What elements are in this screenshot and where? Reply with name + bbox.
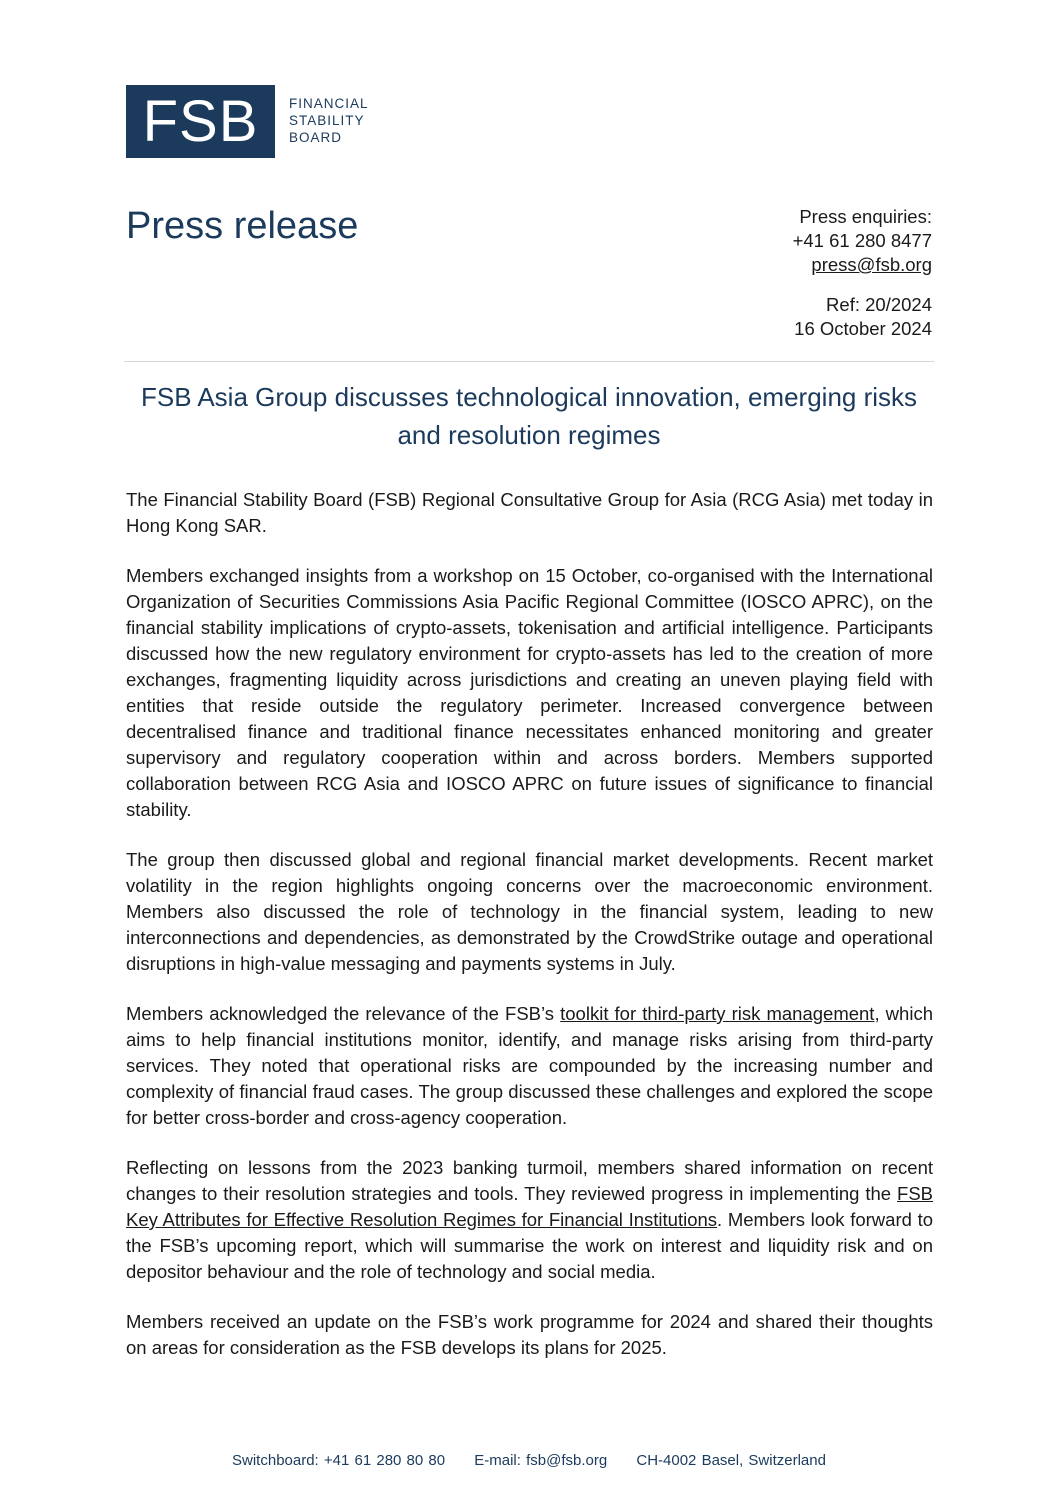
headline: FSB Asia Group discusses technological innovation, emerging risks and resolution regimes <box>140 382 918 450</box>
fsb-logo <box>126 85 369 158</box>
paragraph-4-text-end: , which aims to help financial institutions monitor, identify, and manage risks arising from third-party services. They noted that operational risks are compounded by the increasing number and complexity of financial fraud cases. The group discussed these challenges and explored the scope for better cross-border and cross-agency cooperation. <box>126 1003 933 1128</box>
page-title: Press release <box>126 205 359 247</box>
paragraph-5-text-start: Reflecting on lessons from the 2023 banking turmoil, members shared information on recent changes to their resolution strategies and tools. They reviewed progress in implementing the <box>126 1157 933 1204</box>
paragraph-5 <box>126 1155 933 1285</box>
contact-label: Press enquiries: <box>799 206 932 227</box>
press-contact <box>793 205 932 277</box>
logo-mark: FSB <box>126 85 275 158</box>
toolkit-third-party-risk-link[interactable]: toolkit for third-party risk management <box>560 1003 875 1024</box>
paragraph-2: Members exchanged insights from a workshop on 15 October, co-organised with the International Organization of Securities Commissions Asia Pacific Regional Committee (IOSCO APRC), on the financial stability implications of crypto-assets, tokenisation and artificial intelligence. Participants discussed how the new regulatory environment for crypto-assets has led to the creation of more exchanges, fragmenting liquidity across jurisdictions and creating an uneven playing field with entities that reside outside the regulatory perimeter. Increased convergence between decentralised finance and traditional finance necessitates enhanced monitoring and greater supervisory and regulatory cooperation within and across borders. Members supported collaboration between RCG Asia and IOSCO APRC on future issues of significance to financial stability. <box>126 565 933 820</box>
divider <box>124 361 934 362</box>
key-attributes-link[interactable]: FSB Key Attributes for Effective Resolution Regimes for Financial Institutions <box>126 1183 933 1230</box>
footer-email: E-mail: fsb@fsb.org <box>474 1452 608 1469</box>
contact-email-link[interactable]: press@fsb.org <box>811 254 932 275</box>
reference-block <box>794 293 932 341</box>
paragraph-4 <box>126 1001 933 1131</box>
footer-address: CH-4002 Basel, Switzerland <box>636 1452 826 1469</box>
logo-line-1: FINANCIAL <box>289 96 369 111</box>
reference-number: Ref: 20/2024 <box>826 294 932 315</box>
logo-line-3: BOARD <box>289 130 343 145</box>
page-footer <box>0 1452 1058 1469</box>
contact-phone: +41 61 280 8477 <box>792 230 932 251</box>
footer-switchboard: Switchboard: +41 61 280 80 80 <box>232 1452 446 1469</box>
paragraph-3: The group then discussed global and regional financial market developments. Recent market volatility in the region highlights ongoing concerns over the macroeconomic environment. Members also discussed the role of technology in the financial system, leading to new interconnections and dependencies, as demonstrated by the CrowdStrike outage and operational disruptions in high-value messaging and payments systems in July. <box>126 849 933 974</box>
paragraph-1: The Financial Stability Board (FSB) Regional Consultative Group for Asia (RCG Asia) met today in Hong Kong SAR. <box>126 489 933 536</box>
release-date: 16 October 2024 <box>794 318 932 339</box>
logo-line-2: STABILITY <box>289 113 365 128</box>
article-body <box>126 487 933 1385</box>
paragraph-5-text-end: . Members look forward to the FSB’s upcoming report, which will summarise the work on interest and liquidity risk and on depositor behaviour and the role of technology and social media. <box>126 1209 933 1282</box>
paragraph-6: Members received an update on the FSB’s work programme for 2024 and shared their thoughts on areas for consideration as the FSB develops its plans for 2025. <box>126 1311 933 1358</box>
logo-wordmark <box>289 95 369 146</box>
paragraph-4-text-start: Members acknowledged the relevance of the FSB’s <box>126 1003 561 1024</box>
